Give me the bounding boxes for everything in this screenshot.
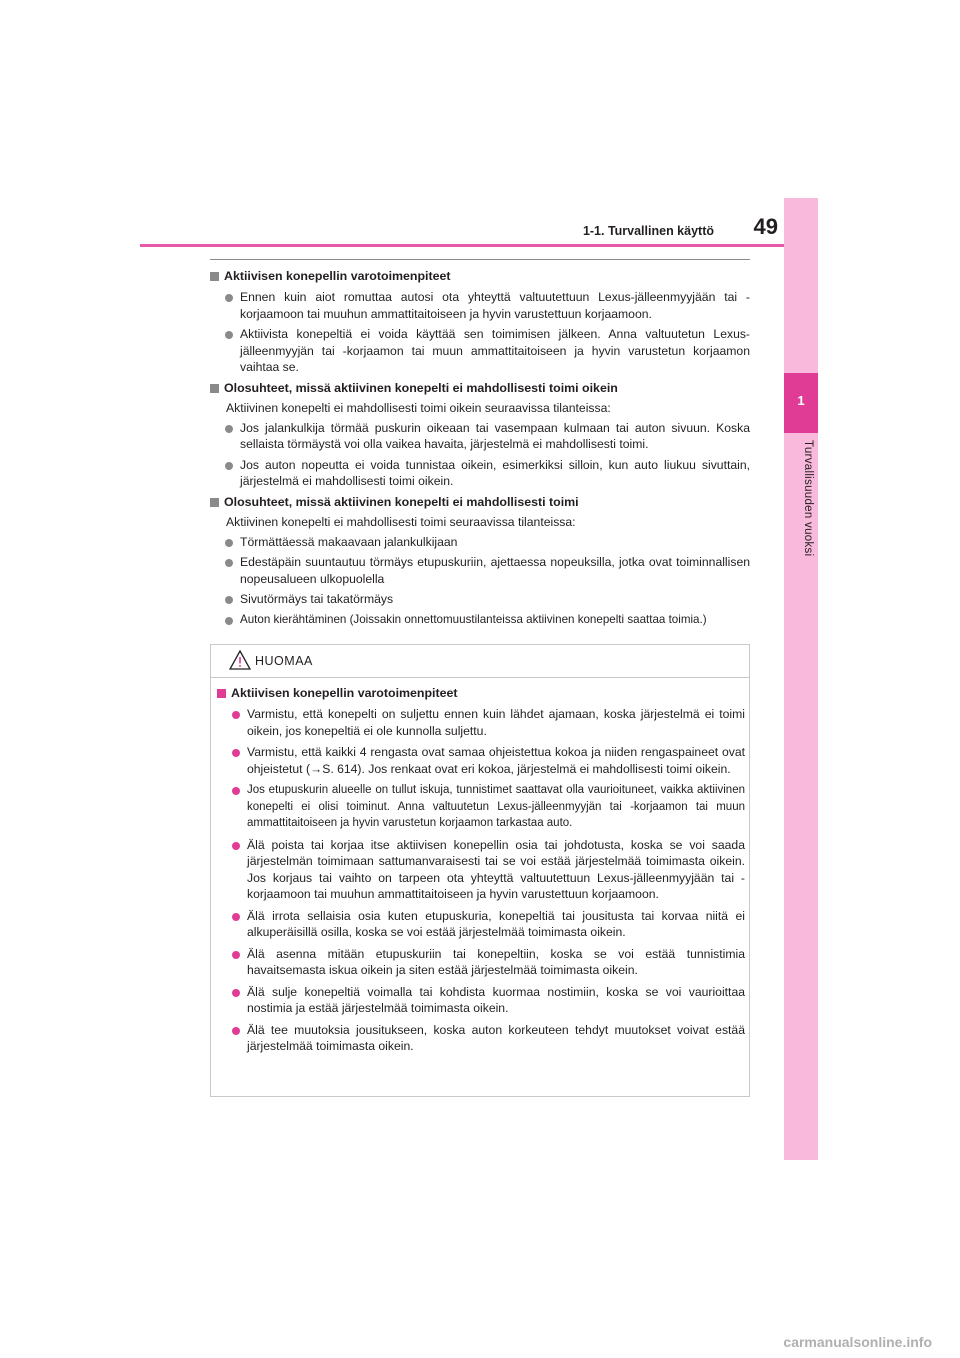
list-item: Jos jalankulkija törmää puskurin oikeaan tai vasempaan kulmaan tai auton sivuun. Koska sellaista törmäystä voi olla vaikea havaita, järjestelmä ei mahdollisesti toimi. xyxy=(210,420,750,453)
watermark: carmanualsonline.info xyxy=(783,1334,932,1350)
list-item: Ennen kuin aiot romuttaa autosi ota yhteyttä valtuutettuun Lexus-jälleenmyyjään tai -korjaamoon tai muuhun ammattitaitoiseen ja hyvin varustettuun korjaamoon. xyxy=(210,289,750,322)
list-item: Älä poista tai korjaa itse aktiivisen konepellin osia tai johdotusta, koska se voi saada järjestelmän toimimaan sattumanvaraisesti tai se voi estää järjestelmää toimimasta oikein. Jos korjaus tai vaihto on tarpeen ota yhteyttä valtuutettuun Lexus-jälleenmyyjään tai -korjaamoon tai muuhun ammattitaitoiseen ja hyvin varustettuun korjaamoon. xyxy=(217,837,745,903)
notice-title: HUOMAA xyxy=(255,654,313,668)
list-item: Älä sulje konepeltiä voimalla tai kohdista kuormaa nostimiin, koska se voi vaurioittaa nostimia ja estää järjestelmää toimimasta oikein. xyxy=(217,984,745,1017)
section-heading: Olosuhteet, missä aktiivinen konepelti ei mahdollisesti toimi xyxy=(210,494,750,511)
list-item: Varmistu, että kaikki 4 rengasta ovat samaa ohjeistettua kokoa ja niiden rengaspaineet ovat ohjeistetut (→S. 614). Jos renkaat ovat eri kokoa, järjestelmä ei mahdollisesti toimi oikein. xyxy=(217,744,745,777)
header-rule xyxy=(140,244,818,247)
warning-triangle-icon xyxy=(229,650,251,670)
list-item: Aktiivista konepeltiä ei voida käyttää sen toimimisen jälkeen. Anna valtuutetun Lexus-jälleenmyyjän tai -korjaamon tai muun ammattitaitoiseen ja hyvin varustetun korjaamon vaihtaa se. xyxy=(210,326,750,376)
list-item: Älä asenna mitään etupuskuriin tai konepeltiin, koska se voi estää tunnistimia havaitsemasta iskua oikein ja siten estää järjestelmää toimimasta oikein. xyxy=(217,946,745,979)
section-heading: Aktiivisen konepellin varotoimenpiteet xyxy=(210,268,750,285)
notice-box xyxy=(210,644,750,1097)
list-item: Varmistu, että konepelti on suljettu ennen kuin lähdet ajamaan, koska järjestelmä ei toimi oikein, jos konepeltiä ei ole kunnolla suljettu. xyxy=(217,706,745,739)
page-number: 49 xyxy=(753,214,778,239)
section-intro: Aktiivinen konepelti ei mahdollisesti toimi seuraavissa tilanteissa: xyxy=(226,514,576,529)
section-intro: Aktiivinen konepelti ei mahdollisesti toimi oikein seuraavissa tilanteissa: xyxy=(226,400,611,415)
list-item: Jos auton nopeutta ei voida tunnistaa oikein, esimerkiksi silloin, kun auto liukuu sivuttain, järjestelmä ei mahdollisesti toimi oikein. xyxy=(210,457,750,490)
list-item: Älä tee muutoksia jousitukseen, koska auton korkeuteen tehdyt muutokset voivat estää järjestelmää toimimasta oikein. xyxy=(217,1022,745,1055)
content-top-rule xyxy=(210,259,750,260)
page-header xyxy=(140,214,818,246)
list-item: Edestäpäin suuntautuu törmäys etupuskuriin, ajettaessa nopeuksilla, jotka ovat toiminnallisen nopeusalueen ulkopuolella xyxy=(210,554,750,587)
list-item: Törmättäessä makaavaan jalankulkijaan xyxy=(210,534,750,551)
chapter-label: Turvallisuuden vuoksi xyxy=(802,440,814,557)
list-item: Älä irrota sellaisia osia kuten etupuskuria, konepeltiä tai jousitusta tai korvaa niitä ei alkuperäisillä osilla, koska se voi estää järjestelmää toimimasta oikein. xyxy=(217,908,745,941)
main-content xyxy=(210,268,750,628)
notice-header xyxy=(211,645,749,678)
list-item: Jos etupuskurin alueelle on tullut iskuja, tunnistimet saattavat olla vaurioituneet, vaikka aktiivinen konepelti ei olisi toiminut. Anna valtuutetun Lexus-jälleenmyyjän tai -korjaamon tai muun ammattitaitoiseen ja hyvin varustetun korjaamon tarkastaa auto. xyxy=(217,782,745,832)
chapter-side-tab xyxy=(784,198,818,1160)
section-heading: Olosuhteet, missä aktiivinen konepelti ei mahdollisesti toimi oikein xyxy=(210,380,750,397)
notice-body xyxy=(217,685,745,1055)
notice-heading: Aktiivisen konepellin varotoimenpiteet xyxy=(217,685,745,702)
chapter-number: 1 xyxy=(784,373,818,433)
list-item: Sivutörmäys tai takatörmäys xyxy=(210,591,750,608)
section-title: 1-1. Turvallinen käyttö xyxy=(582,224,714,238)
list-item: Auton kierähtäminen (Joissakin onnettomuustilanteissa aktiivinen konepelti saattaa toimia.) xyxy=(210,612,750,629)
